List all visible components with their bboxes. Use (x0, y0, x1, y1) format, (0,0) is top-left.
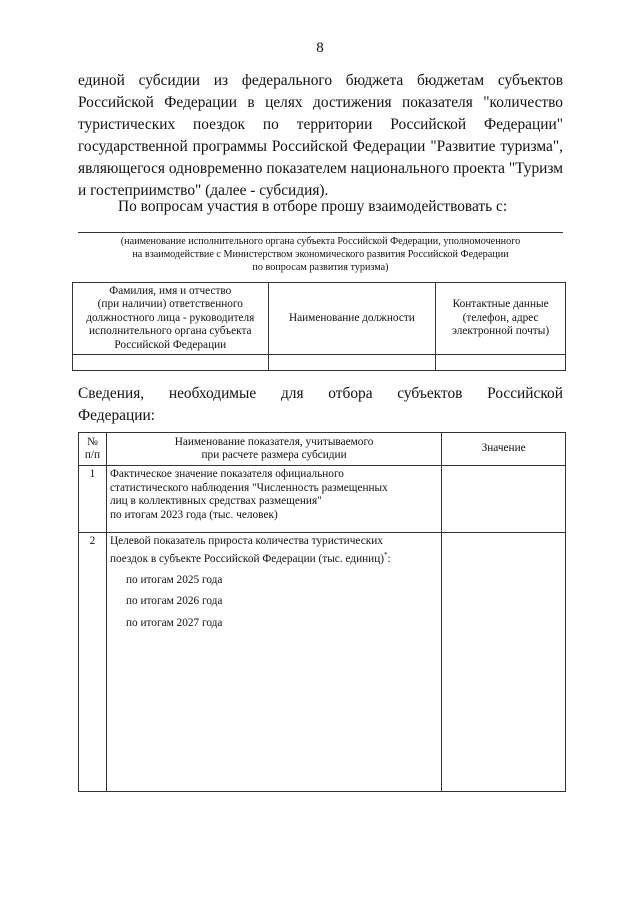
indicators-header-name: Наименование показателя, учитываемого при расчете размера субсидии (106, 433, 441, 466)
indicators-header-value: Значение (442, 433, 566, 466)
contact-cell-position[interactable] (268, 355, 436, 371)
sub-item: по итогам 2026 года (125, 595, 223, 608)
sub-item: по итогам 2027 года (125, 616, 223, 629)
organ-caption (78, 235, 563, 274)
contact-request-text: По вопросам участия в отборе прошу взаимодействовать с: (118, 198, 508, 215)
contact-cell-name[interactable] (73, 355, 269, 371)
table-row (79, 533, 566, 792)
contact-header-name: Фамилия, имя и отчество (при наличии) ответственного должностного лица - руководителя исполнительного органа субъекта Российской Федерации (73, 283, 269, 355)
intro-line: являющегося одновременно показателем национального проекта "Туризм (78, 160, 563, 177)
info-line: Федерации: (78, 407, 155, 424)
table-row (73, 355, 566, 371)
table-row (79, 466, 566, 533)
intro-line: Российской Федерации в целях достижения показателя "количество (78, 94, 563, 111)
info-line: Сведения, необходимые для отбора субъектов Российской (78, 385, 563, 402)
sub-item: по итогам 2025 года (125, 573, 223, 586)
page-number: 8 (316, 40, 324, 56)
row-number: 1 (79, 466, 107, 533)
caption-line: по вопросам развития туризма) (252, 262, 389, 273)
contact-request (118, 196, 563, 218)
contact-header-contacts: Контактные данные (телефон, адрес электронной почты) (436, 283, 566, 355)
indicator-name: Целевой показатель прироста количества туристических поездок в субъекте Российской Федерации (тыс. единиц)*: по итогам 2025 года по итогам 2026 года по итогам 2027 года (106, 533, 441, 792)
row-number: 2 (79, 533, 107, 792)
indicators-header-num: № п/п (79, 433, 107, 466)
intro-line: единой субсидии из федерального бюджета бюджетам субъектов (78, 72, 563, 89)
caption-line: (наименование исполнительного органа субъекта Российской Федерации, уполномоченного (120, 236, 521, 247)
contact-header-position: Наименование должности (268, 283, 436, 355)
info-paragraph (78, 383, 563, 427)
caption-line: на взаимодействие с Министерством экономического развития Российской Федерации (132, 249, 509, 260)
intro-paragraph (78, 70, 563, 202)
indicator-value[interactable] (442, 466, 566, 533)
contact-table (72, 282, 566, 371)
intro-line: и гостеприимство" (далее - субсидия). (78, 182, 329, 199)
intro-line: государственной программы Российской Федерации "Развитие туризма", (78, 138, 563, 155)
fill-in-line (78, 232, 563, 233)
intro-line: туристических поездок по территории Российской Федерации" (78, 116, 563, 133)
indicator-name: Фактическое значение показателя официального статистического наблюдения "Численность размещенных лиц в коллективных средствах размещения" по итогам 2023 года (тыс. человек) (106, 466, 441, 533)
indicators-table (78, 432, 566, 792)
contact-cell-contacts[interactable] (436, 355, 566, 371)
footnote-mark: * (384, 550, 388, 559)
indicator-value[interactable] (442, 533, 566, 792)
